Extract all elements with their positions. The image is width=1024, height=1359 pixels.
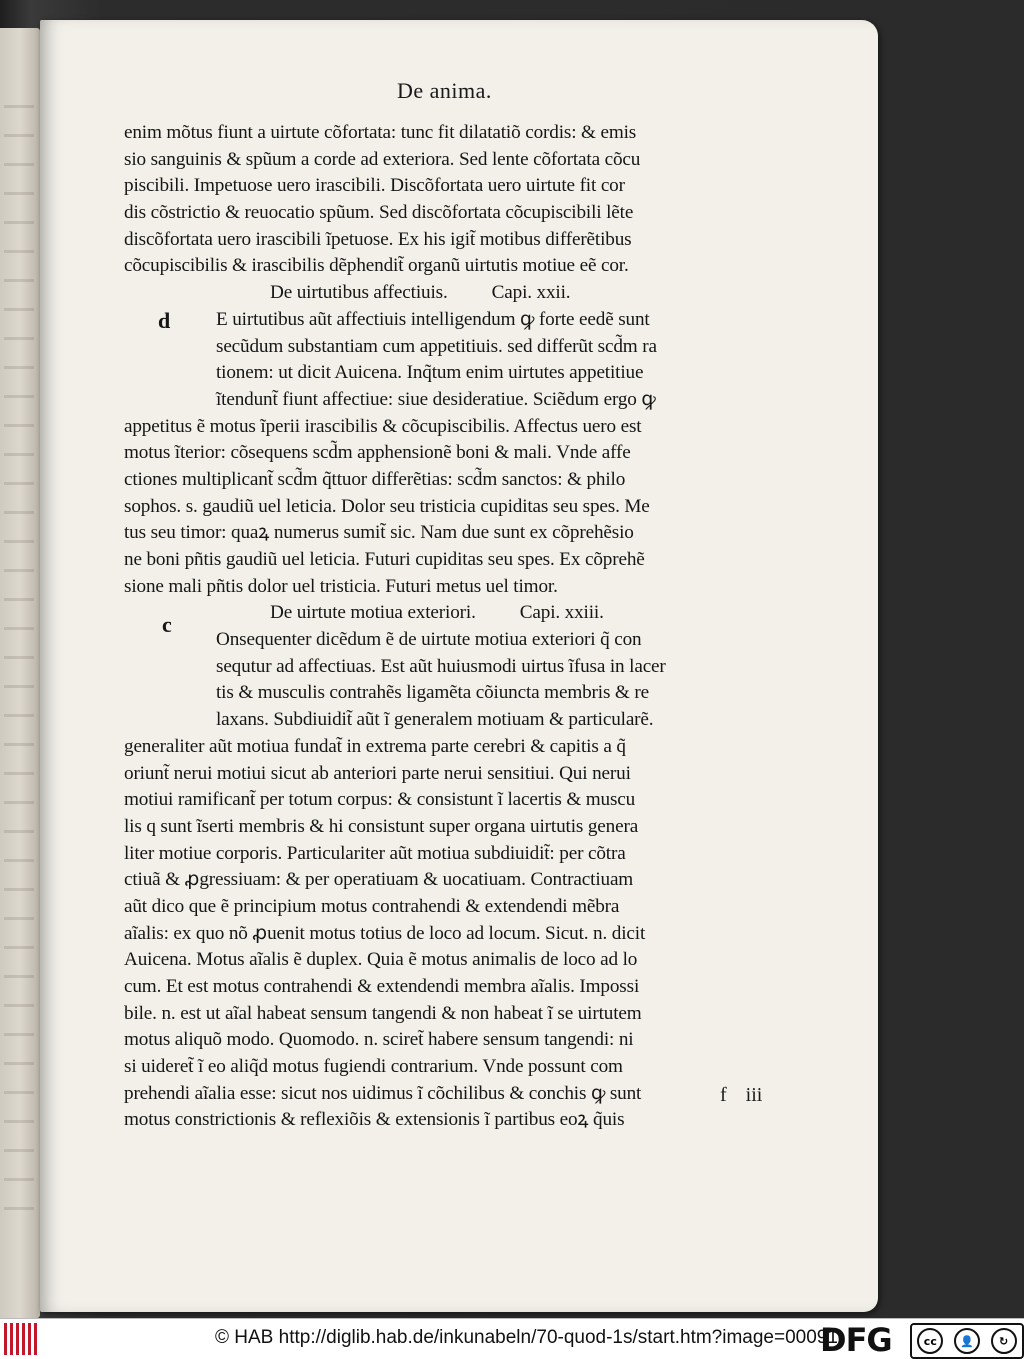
facing-page-edge [0, 28, 40, 1318]
text-line [124, 734, 784, 761]
text-line [124, 680, 784, 707]
cc-license-badge[interactable] [910, 1323, 1024, 1359]
text-line [124, 1081, 784, 1108]
line-text: enim mõtus fiunt a uirtute cõfortata: tunc fit dilatatiõ cordis: & emis [124, 122, 637, 143]
line-text: dis cõstrictio & reuocatio spũum. Sed discõfortata cõcupiscibili lẽte [124, 202, 634, 224]
line-text: tus seu timor: quaꝝ numerus sumit̃ sic. Nam due sunt ex cõprehẽsio [124, 522, 634, 544]
text-line [124, 867, 784, 894]
line-text: Onsequenter dicẽdum ẽ de uirtute motiua exteriori q̃ con [216, 629, 642, 651]
dfg-logo: DFG [820, 1321, 892, 1359]
line-text: ctiuã & ꝓgressiuam: & per operatiuam & uocatiuam. Contractiuam [124, 869, 634, 891]
line-text: sione mali pñtis dolor uel tristicia. Futuri metus uel timor. [124, 575, 558, 597]
text-line [124, 947, 784, 974]
chapter-number: Capi. xxiii. [519, 602, 604, 624]
text-line [124, 387, 784, 414]
text-line [124, 814, 784, 841]
text-line [124, 627, 784, 654]
line-text: generaliter aũt motiua fundat̃ in extrema parte cerebri & capitis a q̃ [124, 735, 626, 757]
line-text: motus aliquõ modo. Quomodo. n. sciret̃ habere sensum tangendi: ni [124, 1029, 634, 1051]
chapter-title: De uirtute motiua exteriori. [270, 602, 476, 624]
text-line [124, 841, 784, 868]
line-text: liter motiue corporis. Particulariter aũt motiua subdiuidit̃: per cõtra [124, 842, 626, 864]
line-text: si uideret̃ ĩ eo aliq̃d motus fugiendi contrarium. Vnde possunt com [124, 1056, 623, 1078]
text-line [124, 1027, 784, 1054]
text-line [124, 227, 784, 254]
text-line [124, 467, 784, 494]
line-text: motiui ramificant̃ per totum corpus: & consistunt ĩ lacertis & muscu [124, 789, 636, 811]
text-line [124, 921, 784, 948]
text-line [124, 574, 784, 601]
line-text: aũt dico que ẽ principium motus contrahendi & extendendi mẽbra [124, 895, 620, 917]
text-line [124, 787, 784, 814]
line-text: secũdum substantiam cum appetitiuis. sed differũt scd̃m ra [216, 335, 657, 357]
line-text: aĩalis: ex quo nõ ꝓuenit motus totius de loco ad locum. Sicut. n. dicit [124, 922, 646, 944]
line-text: piscibili. Impetuose uero irascibili. Discõfortata uero uirtute fit cor [124, 175, 625, 197]
chapter-heading [124, 600, 784, 627]
marginal-initial-d: d [158, 308, 171, 333]
body-text [124, 120, 784, 1134]
text-line [124, 654, 784, 681]
line-text: ne boni pñtis gaudiũ uel leticia. Futuri cupiditas seu spes. Ex cõprehẽ [124, 549, 645, 570]
text-line [124, 761, 784, 788]
text-line [124, 1001, 784, 1028]
line-text: ĩtendunt̃ fiunt affectiue: siue desideratiue. Sciẽdum ergo ꝙ [216, 388, 656, 410]
sa-icon: ↻ [991, 1328, 1017, 1354]
hab-logo-icon [4, 1323, 40, 1355]
text-line [124, 520, 784, 547]
text-line [124, 200, 784, 227]
line-text: sio sanguinis & spũum a corde ad exteriora. Sed lente cõfortata cõcu [124, 148, 641, 170]
text-line [124, 307, 784, 334]
marginal-initial-c: c [162, 612, 172, 637]
chapter-number: Capi. xxii. [491, 282, 571, 304]
folio-signature: f iii [720, 1084, 763, 1106]
text-line [124, 360, 784, 387]
line-text: ctiones multiplicant̃ scd̃m q̃ttuor differẽtias: scd̃m sanctos: & philo [124, 468, 626, 490]
text-line [124, 334, 784, 361]
line-text: E uirtutibus aũt affectiuis intelligendum ꝙ forte eedẽ sunt [216, 308, 650, 330]
text-line [124, 707, 784, 734]
text-line [124, 1054, 784, 1081]
chapter-heading [124, 280, 784, 307]
line-text: appetitus ẽ motus ĩperii irascibilis & cõcupiscibilis. Affectus uero est [124, 415, 642, 437]
line-text: bile. n. est ut aĩal habeat sensum tangendi & non habeat ĩ se uirtutem [124, 1002, 642, 1024]
book-page [40, 20, 878, 1312]
facing-page-text-fragments [4, 88, 34, 1228]
footer-copyright-link[interactable]: © HAB http://diglib.hab.de/inkunabeln/70-quod-1s/start.htm?image=00091 [215, 1327, 838, 1348]
line-text: sequtur ad affectiuas. Est aũt huiusmodi uirtus ĩfusa in lacer [216, 655, 666, 677]
line-text: sophos. s. gaudiũ uel leticia. Dolor seu tristicia cupiditas seu spes. Me [124, 495, 650, 517]
text-line [124, 547, 784, 574]
line-text: motus constrictionis & reflexiõis & extensionis ĩ partibus eoꝝ q̃uis [124, 1109, 625, 1131]
line-text: discõfortata uero irascibili ĩpetuose. Ex his igit̃ motibus differẽtibus [124, 228, 632, 250]
text-line [124, 120, 784, 147]
line-text: cum. Et est motus contrahendi & extendendi membra aĩalis. Impossi [124, 976, 640, 997]
line-text: prehendi aĩalia esse: sicut nos uidimus ĩ cõchilibus & conchis ꝙ sunt [124, 1082, 642, 1104]
line-text: Auicena. Motus aĩalis ẽ duplex. Quia ẽ motus animalis de loco ad lo [124, 949, 638, 971]
text-line [124, 494, 784, 521]
line-text: oriunt̃ nerui motiui sicut ab anteriori parte nerui sensitiui. Qui nerui [124, 762, 631, 784]
text-line [124, 147, 784, 174]
text-line [124, 1107, 784, 1134]
text-line [124, 894, 784, 921]
by-icon: 👤 [954, 1328, 980, 1354]
text-line [124, 414, 784, 441]
footer-bar [0, 1318, 1024, 1359]
line-text: lis q sunt ĩserti membris & hi consistunt super organa uirtutis genera [124, 815, 639, 837]
text-line [124, 253, 784, 280]
text-line [124, 173, 784, 200]
line-text: motus ĩterior: cõsequens scd̃m apphensionẽ boni & mali. Vnde affe [124, 442, 631, 464]
text-line [124, 974, 784, 1001]
line-text: tis & musculis contrahẽs ligamẽta cõiuncta membris & re [216, 682, 649, 704]
line-text: laxans. Subdiuidit̃ aũt ĩ generalem motiuam & particularẽ. [216, 709, 654, 731]
line-text: cõcupiscibilis & irascibilis dẽphendit̃ organũ uirtutis motiue eẽ cor. [124, 255, 629, 277]
running-head: De anima. [397, 78, 492, 103]
chapter-title: De uirtutibus affectiuis. [270, 282, 448, 304]
cc-icon: cc [917, 1328, 943, 1354]
text-line [124, 440, 784, 467]
line-text: tionem: ut dicit Auicena. Inq̃tum enim uirtutes appetitiue [216, 362, 644, 384]
